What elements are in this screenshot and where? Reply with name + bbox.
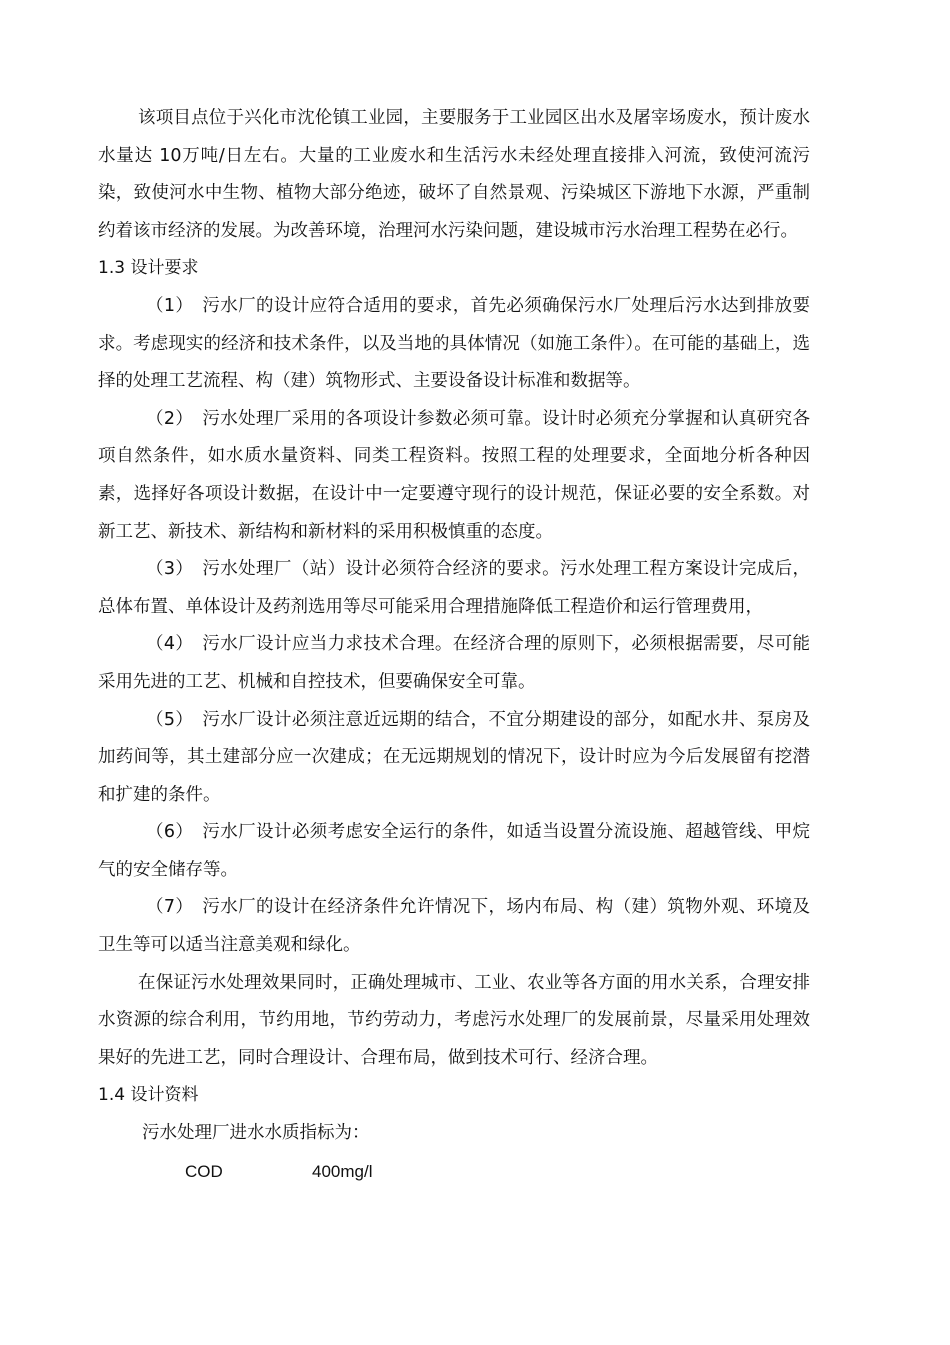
section-heading-1-4: 1.4 设计资料 [98, 1085, 199, 1106]
requirement-item-4: （4） 污水厂设计应当力求技术合理。在经济合理的原则下，必须根据需要，尽可能采用先进的工艺、机械和自控技术，但要确保安全可靠。 [98, 634, 810, 692]
document-page [98, 100, 810, 1190]
requirement-item-6: （6） 污水厂设计必须考虑安全运行的条件，如适当设置分流设施、超越管线、甲烷气的安全储存等。 [98, 822, 810, 880]
spec-name: COD [185, 1161, 223, 1181]
spec-row [98, 1153, 810, 1191]
section-heading-1-3: 1.3 设计要求 [98, 258, 199, 279]
requirement-item-7: （7） 污水厂的设计在经济条件允许情况下，场内布局、构（建）筑物外观、环境及卫生等可以适当注意美观和绿化。 [98, 897, 810, 956]
intro-paragraph: 该项目点位于兴化市沈伦镇工业园，主要服务于工业园区出水及屠宰场废水，预计废水水量达 10万吨/日左右。大量的工业废水和生活污水未经处理直接排入河流，致使河流污染，致使河水中生物、植物大部分绝迹，破坏了自然景观、污染城区下游地下水源，严重制约着该市经济的发展。为改善环境，治理河水污染问题，建设城市污水治理工程势在必行。 [98, 108, 810, 241]
spec-value: 400mg/l [312, 1161, 373, 1181]
requirement-item-1: （1） 污水厂的设计应符合适用的要求，首先必须确保污水厂处理后污水达到排放要求。考虑现实的经济和技术条件，以及当地的具体情况（如施工条件）。在可能的基础上，选择的处理工艺流程、构（建）筑物形式、主要设备设计标准和数据等。 [98, 295, 810, 392]
requirement-item-5: （5） 污水厂设计必须注意近远期的结合，不宜分期建设的部分，如配水井、泵房及加药间等，其土建部分应一次建成；在无远期规划的情况下，设计时应为今后发展留有挖潜和扩建的条件。 [98, 709, 810, 805]
water-quality-intro: 污水处理厂进水水质指标为： [142, 1123, 370, 1144]
requirement-item-3: （3） 污水处理厂（站）设计必须符合经济的要求。污水处理工程方案设计完成后，总体布置、单体设计及药剂选用等尽可能采用合理措施降低工程造价和运行管理费用， [98, 559, 810, 617]
requirement-item-2: （2） 污水处理厂采用的各项设计参数必须可靠。设计时必须充分掌握和认真研究各项自然条件，如水质水量资料、同类工程资料。按照工程的处理要求，全面地分析各种因素，选择好各项设计数据，在设计中一定要遵守现行的设计规范，保证必要的安全系数。对新工艺、新技术、新结构和新材料的采用积极慎重的态度。 [98, 408, 810, 542]
closing-paragraph: 在保证污水处理效果同时，正确处理城市、工业、农业等各方面的用水关系，合理安排水资源的综合利用，节约用地，节约劳动力，考虑污水处理厂的发展前景，尽量采用处理效果好的先进工艺，同时合理设计、合理布局，做到技术可行、经济合理。 [98, 972, 810, 1068]
